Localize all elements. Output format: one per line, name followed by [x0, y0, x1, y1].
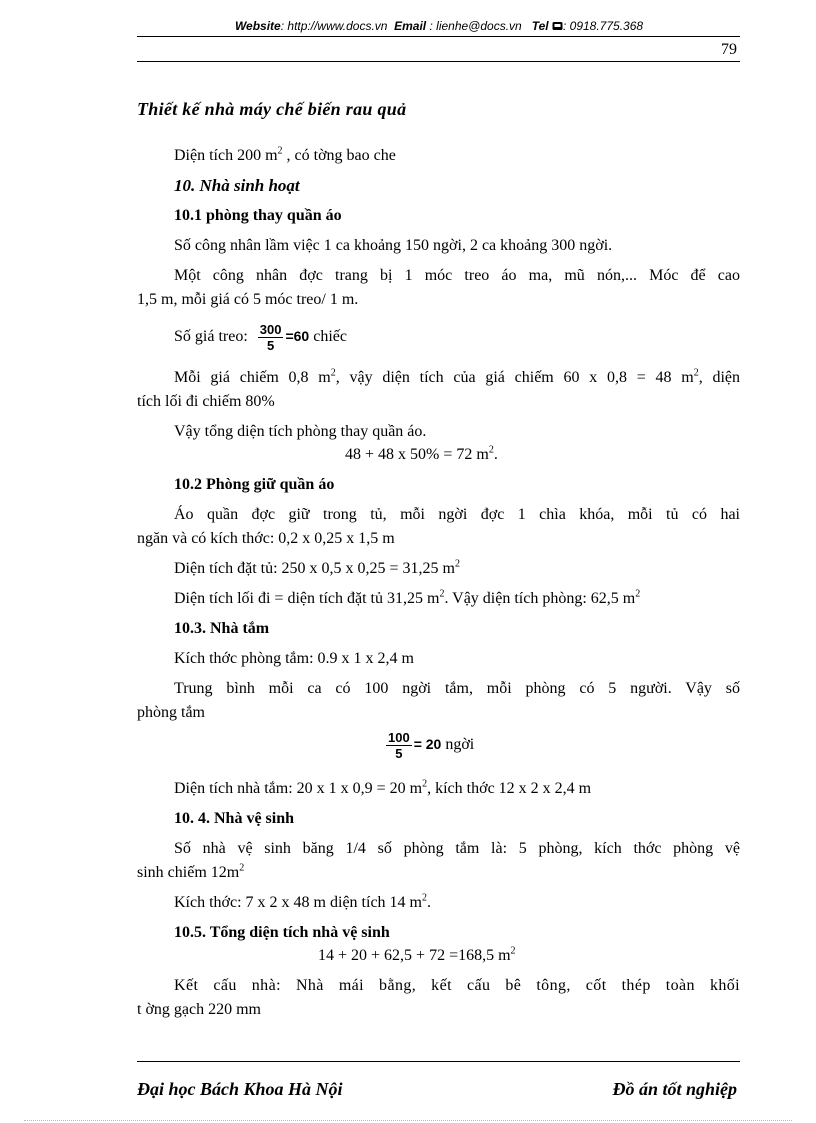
paragraph-lockers-l2: ngăn và có kích thớc: 0,2 x 0,25 x 1,5 m	[137, 530, 395, 547]
paragraph-showers-l2: phòng tắm	[137, 704, 205, 721]
fraction-showers: $\frac{100}{5}$	[388, 729, 410, 761]
tel-value: : 0918.775.368	[562, 19, 644, 33]
phone-icon	[552, 21, 563, 31]
paragraph-locker-area: Diện tích đặt tủ: 250 x 0,5 x 0,25 = 31,25 $m^2$	[174, 558, 460, 577]
footer-thesis: Đồ án tốt nghiệp	[612, 1079, 737, 1099]
paragraph-shower-size: Kích thớc phòng tắm: 0.9 x 1 x 2,4 m	[174, 650, 414, 667]
heading-10-2: 10.2 Phòng giữ quần áo	[174, 476, 335, 493]
page-number: 79	[721, 41, 737, 58]
footer-university: Đại học Bách Khoa Hà Nội	[137, 1079, 343, 1099]
heading-10-5: 10.5. Tổng diện tích nhà vệ sinh	[174, 924, 390, 941]
paragraph-total-area: Vậy tổng diện tích phòng thay quần áo.	[174, 423, 427, 440]
paragraph-lockers-l1: Áo quần đợc giữ trong tủ, mỗi ngời đợc 1 chìa khóa, mỗi tủ có hai	[174, 506, 740, 523]
equation-total-toilet-area: 14 + 20 + 62,5 + 72 =168,5 $m^2$	[318, 945, 516, 964]
email-label: Email	[394, 19, 427, 33]
paragraph-workers: Số công nhân lầm việc 1 ca khoảng 150 ngời, 2 ca khoảng 300 ngời.	[174, 237, 613, 254]
heading-10-3: 10.3. Nhà tắm	[174, 620, 270, 637]
heading-10-1: 10.1 phòng thay quần áo	[174, 207, 342, 224]
tel-label: Tel	[531, 19, 549, 33]
site-banner	[137, 19, 741, 33]
footer-rule	[137, 1061, 740, 1062]
formula-showers: $\frac{100}{5}$ = 20 ngời	[388, 729, 475, 761]
equation-total-area: 48 + 48 x 50% = 72 $m^2$.	[345, 444, 498, 463]
email-value: : lienhe@docs.vn	[429, 19, 522, 33]
paragraph-structure-l1: Kết cấu nhà: Nhà mái bằng, kết cấu bê tông, cốt thép toàn khối	[174, 977, 740, 994]
paragraph-showers-l1: Trung bình mỗi ca có 100 ngời tắm, mỗi phòng có 5 người. Vậy số	[174, 680, 740, 697]
website-value: : http://www.docs.vn	[280, 19, 388, 33]
paragraph-shower-area: Diện tích nhà tắm: 20 x 1 x 0,9 = 20 $m^2$, kích thớc 12 x 2 x 2,4 m	[174, 778, 592, 797]
paragraph-hooks-l2: 1,5 m, mỗi giá có 5 móc treo/ 1 m.	[137, 291, 359, 308]
paragraph-structure-l2: t ờng gạch 220 mm	[137, 1001, 261, 1018]
paragraph-rack-area-l1: Mỗi giá chiếm 0,8 $m^2$, vậy diện tích của giá chiếm 60 x 0,8 = 48 $m^2$, diện	[174, 367, 741, 386]
document-title: Thiết kế nhà máy chế biến rau quả	[137, 99, 407, 119]
paragraph-hooks-l1: Một công nhân đợc trang bị 1 móc treo áo ma, mũ nón,... Móc để cao	[174, 267, 740, 284]
paragraph-toilet-size: Kích thớc: 7 x 2 x 48 m diện tích 14 $m^2$.	[174, 892, 431, 911]
paragraph-toilets-l1: Số nhà vệ sinh băng 1/4 số phòng tắm là: 5 phòng, kích thớc phòng vệ	[174, 840, 740, 857]
website-label: Website	[234, 19, 281, 33]
paragraph-aisle-area: Diện tích lối đi = diện tích đặt tủ 31,25 $m^2$. Vậy diện tích phòng: 62,5 $m^2$	[174, 588, 641, 607]
header-rule-bottom	[137, 61, 740, 62]
paragraph-toilets-l2: sinh chiếm $12m^2$	[137, 862, 245, 881]
fraction-racks: $\frac{300}{5}$	[259, 321, 282, 353]
heading-10-4: 10. 4. Nhà vệ sinh	[174, 810, 295, 827]
paragraph-area: Diện tích 200 $m^2$ , có tờng bao che	[174, 145, 396, 164]
heading-10: 10. Nhà sinh hoạt	[174, 176, 300, 195]
header-rule-top	[137, 36, 740, 37]
page-edge-dots	[24, 1120, 792, 1121]
formula-racks: Số giá treo: $\frac{300}{5}$ =60 chiếc	[174, 321, 347, 353]
paragraph-rack-area-l2: tích lối đi chiếm 80%	[137, 393, 275, 410]
